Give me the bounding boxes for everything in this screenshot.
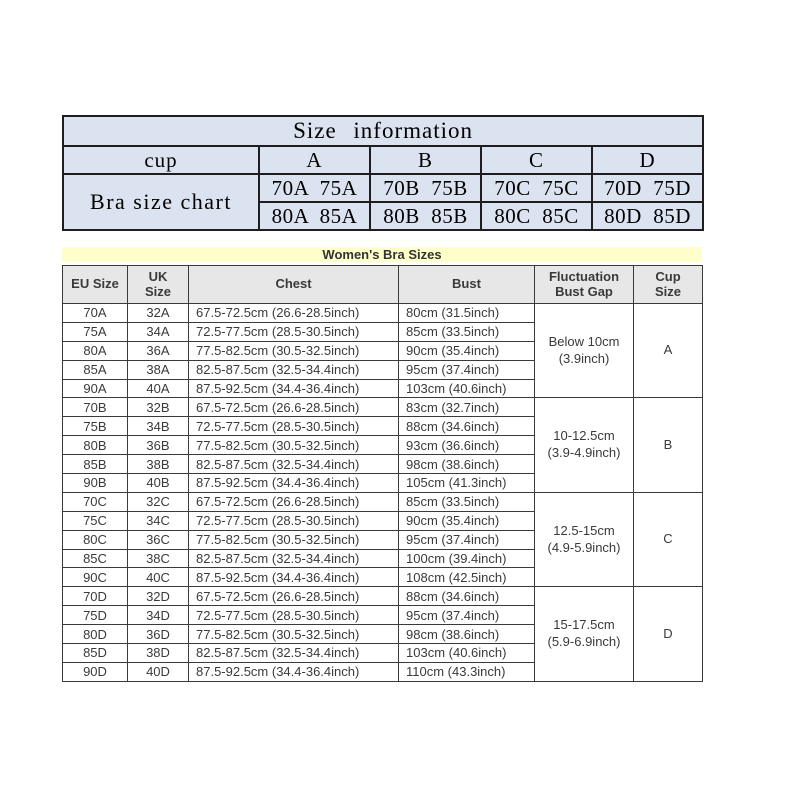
womens-bra-sizes-banner: Women's Bra Sizes <box>62 247 702 262</box>
bra-size-chart-label: Bra size chart <box>63 174 259 230</box>
bust-cell: 80cm (31.5inch) <box>399 304 535 323</box>
eu-size-cell: 70C <box>63 492 128 511</box>
size-cell: 80D 85D <box>592 202 703 230</box>
uk-size-cell: 38D <box>128 644 189 663</box>
uk-size-cell: 32D <box>128 587 189 606</box>
cup-size-cell: A <box>634 304 703 398</box>
gap-line: 15-17.5cm <box>553 617 615 633</box>
chest-cell: 82.5-87.5cm (32.5-34.4inch) <box>189 360 399 379</box>
header-line: Chest <box>275 276 312 292</box>
eu-size-header <box>63 266 128 304</box>
chest-cell: 82.5-87.5cm (32.5-34.4inch) <box>189 549 399 568</box>
size-cell: 70D 75D <box>592 174 703 202</box>
bust-header <box>399 266 535 304</box>
uk-size-cell: 34B <box>128 417 189 436</box>
header-line: EU Size <box>71 276 119 292</box>
table-row <box>63 116 703 146</box>
bust-cell: 110cm (43.3inch) <box>399 662 535 681</box>
uk-size-cell: 32B <box>128 398 189 417</box>
cup-size-cell: C <box>634 492 703 586</box>
uk-size-cell: 36B <box>128 436 189 455</box>
chest-cell: 67.5-72.5cm (26.6-28.5inch) <box>189 587 399 606</box>
eu-size-cell: 75A <box>63 322 128 341</box>
uk-size-cell: 34A <box>128 322 189 341</box>
uk-size-cell: 38C <box>128 549 189 568</box>
eu-size-cell: 90D <box>63 662 128 681</box>
bust-cell: 85cm (33.5inch) <box>399 322 535 341</box>
cup-b-header: B <box>370 146 481 174</box>
eu-size-cell: 80C <box>63 530 128 549</box>
size-information-title: Size information <box>63 116 703 146</box>
table-row <box>63 304 703 323</box>
eu-size-cell: 70A <box>63 304 128 323</box>
chest-cell: 72.5-77.5cm (28.5-30.5inch) <box>189 322 399 341</box>
uk-size-cell: 40D <box>128 662 189 681</box>
bust-cell: 98cm (38.6inch) <box>399 625 535 644</box>
cup-d-header: D <box>592 146 703 174</box>
bust-cell: 108cm (42.5inch) <box>399 568 535 587</box>
eu-size-cell: 75B <box>63 417 128 436</box>
gap-line: (5.9-6.9inch) <box>547 634 621 650</box>
table-row <box>63 492 703 511</box>
eu-size-cell: 70B <box>63 398 128 417</box>
header-line: Bust <box>452 276 481 292</box>
chest-cell: 67.5-72.5cm (26.6-28.5inch) <box>189 398 399 417</box>
eu-size-cell: 75C <box>63 511 128 530</box>
chest-cell: 82.5-87.5cm (32.5-34.4inch) <box>189 455 399 474</box>
bra-size-summary-section <box>62 115 702 231</box>
bust-cell: 103cm (40.6inch) <box>399 644 535 663</box>
bust-cell: 95cm (37.4inch) <box>399 530 535 549</box>
gap-line: (3.9-4.9inch) <box>547 445 621 461</box>
chest-cell: 77.5-82.5cm (30.5-32.5inch) <box>189 341 399 360</box>
eu-size-cell: 75D <box>63 606 128 625</box>
bust-cell: 95cm (37.4inch) <box>399 360 535 379</box>
uk-size-cell: 32C <box>128 492 189 511</box>
size-cell: 70A 75A <box>259 174 370 202</box>
uk-size-cell: 38B <box>128 455 189 474</box>
chest-cell: 87.5-92.5cm (34.4-36.4inch) <box>189 662 399 681</box>
header-line: Fluctuation <box>548 268 620 284</box>
uk-size-cell: 36C <box>128 530 189 549</box>
chest-cell: 72.5-77.5cm (28.5-30.5inch) <box>189 417 399 436</box>
uk-size-cell: 34D <box>128 606 189 625</box>
size-cell: 80A 85A <box>259 202 370 230</box>
chest-cell: 72.5-77.5cm (28.5-30.5inch) <box>189 511 399 530</box>
bust-cell: 100cm (39.4inch) <box>399 549 535 568</box>
gap-line: (3.9inch) <box>558 350 610 366</box>
eu-size-cell: 80A <box>63 341 128 360</box>
table-row <box>63 398 703 417</box>
gap-line: Below 10cm <box>548 333 620 349</box>
chest-cell: 77.5-82.5cm (30.5-32.5inch) <box>189 436 399 455</box>
bust-cell: 88cm (34.6inch) <box>399 587 535 606</box>
fluctuation-gap-cell <box>535 304 634 398</box>
header-line: Cup <box>655 268 681 284</box>
fluctuation-gap-cell <box>535 398 634 492</box>
fluctuation-gap-cell <box>535 492 634 586</box>
bust-cell: 88cm (34.6inch) <box>399 417 535 436</box>
header-line: Size <box>144 283 171 299</box>
eu-size-cell: 90A <box>63 379 128 398</box>
eu-size-cell: 90C <box>63 568 128 587</box>
eu-size-cell: 80D <box>63 625 128 644</box>
cup-c-header: C <box>481 146 592 174</box>
bust-cell: 105cm (41.3inch) <box>399 474 535 493</box>
size-cell: 80C 85C <box>481 202 592 230</box>
uk-size-header <box>128 266 189 304</box>
gap-line: 10-12.5cm <box>553 428 615 444</box>
chest-cell: 77.5-82.5cm (30.5-32.5inch) <box>189 625 399 644</box>
eu-size-cell: 85C <box>63 549 128 568</box>
eu-size-cell: 90B <box>63 474 128 493</box>
cup-a-header: A <box>259 146 370 174</box>
header-line: Bust Gap <box>555 283 613 299</box>
eu-size-cell: 80B <box>63 436 128 455</box>
bra-size-detail-table <box>62 265 703 682</box>
bust-cell: 83cm (32.7inch) <box>399 398 535 417</box>
eu-size-cell: 85B <box>63 455 128 474</box>
table-row <box>63 146 703 174</box>
header-line: Size <box>654 283 681 299</box>
table-row <box>63 587 703 606</box>
chest-cell: 77.5-82.5cm (30.5-32.5inch) <box>189 530 399 549</box>
chest-cell: 87.5-92.5cm (34.4-36.4inch) <box>189 474 399 493</box>
chest-cell: 87.5-92.5cm (34.4-36.4inch) <box>189 568 399 587</box>
uk-size-cell: 36A <box>128 341 189 360</box>
bust-cell: 98cm (38.6inch) <box>399 455 535 474</box>
eu-size-cell: 85D <box>63 644 128 663</box>
bust-cell: 85cm (33.5inch) <box>399 492 535 511</box>
cup-label-cell: cup <box>63 146 259 174</box>
uk-size-cell: 34C <box>128 511 189 530</box>
bra-size-summary-table <box>62 115 704 231</box>
uk-size-cell: 40C <box>128 568 189 587</box>
header-line: UK <box>148 268 168 284</box>
eu-size-cell: 85A <box>63 360 128 379</box>
table-header-row <box>63 266 703 304</box>
fluctuation-bust-gap-header <box>535 266 634 304</box>
fluctuation-gap-cell <box>535 587 634 681</box>
chest-cell: 82.5-87.5cm (32.5-34.4inch) <box>189 644 399 663</box>
uk-size-cell: 32A <box>128 304 189 323</box>
gap-line: 12.5-15cm <box>553 522 615 538</box>
chest-cell: 67.5-72.5cm (26.6-28.5inch) <box>189 492 399 511</box>
bust-cell: 95cm (37.4inch) <box>399 606 535 625</box>
uk-size-cell: 36D <box>128 625 189 644</box>
uk-size-cell: 40B <box>128 474 189 493</box>
chest-cell: 72.5-77.5cm (28.5-30.5inch) <box>189 606 399 625</box>
bust-cell: 90cm (35.4inch) <box>399 341 535 360</box>
cup-size-header <box>634 266 703 304</box>
chest-cell: 67.5-72.5cm (26.6-28.5inch) <box>189 304 399 323</box>
womens-bra-sizes-section <box>62 247 702 682</box>
table-row <box>63 174 703 202</box>
bust-cell: 103cm (40.6inch) <box>399 379 535 398</box>
uk-size-cell: 40A <box>128 379 189 398</box>
size-cell: 70B 75B <box>370 174 481 202</box>
cup-size-cell: D <box>634 587 703 681</box>
size-cell: 80B 85B <box>370 202 481 230</box>
uk-size-cell: 38A <box>128 360 189 379</box>
cup-size-cell: B <box>634 398 703 492</box>
chest-cell: 87.5-92.5cm (34.4-36.4inch) <box>189 379 399 398</box>
eu-size-cell: 70D <box>63 587 128 606</box>
size-cell: 70C 75C <box>481 174 592 202</box>
bust-cell: 93cm (36.6inch) <box>399 436 535 455</box>
chest-header <box>189 266 399 304</box>
bust-cell: 90cm (35.4inch) <box>399 511 535 530</box>
gap-line: (4.9-5.9inch) <box>547 539 621 555</box>
